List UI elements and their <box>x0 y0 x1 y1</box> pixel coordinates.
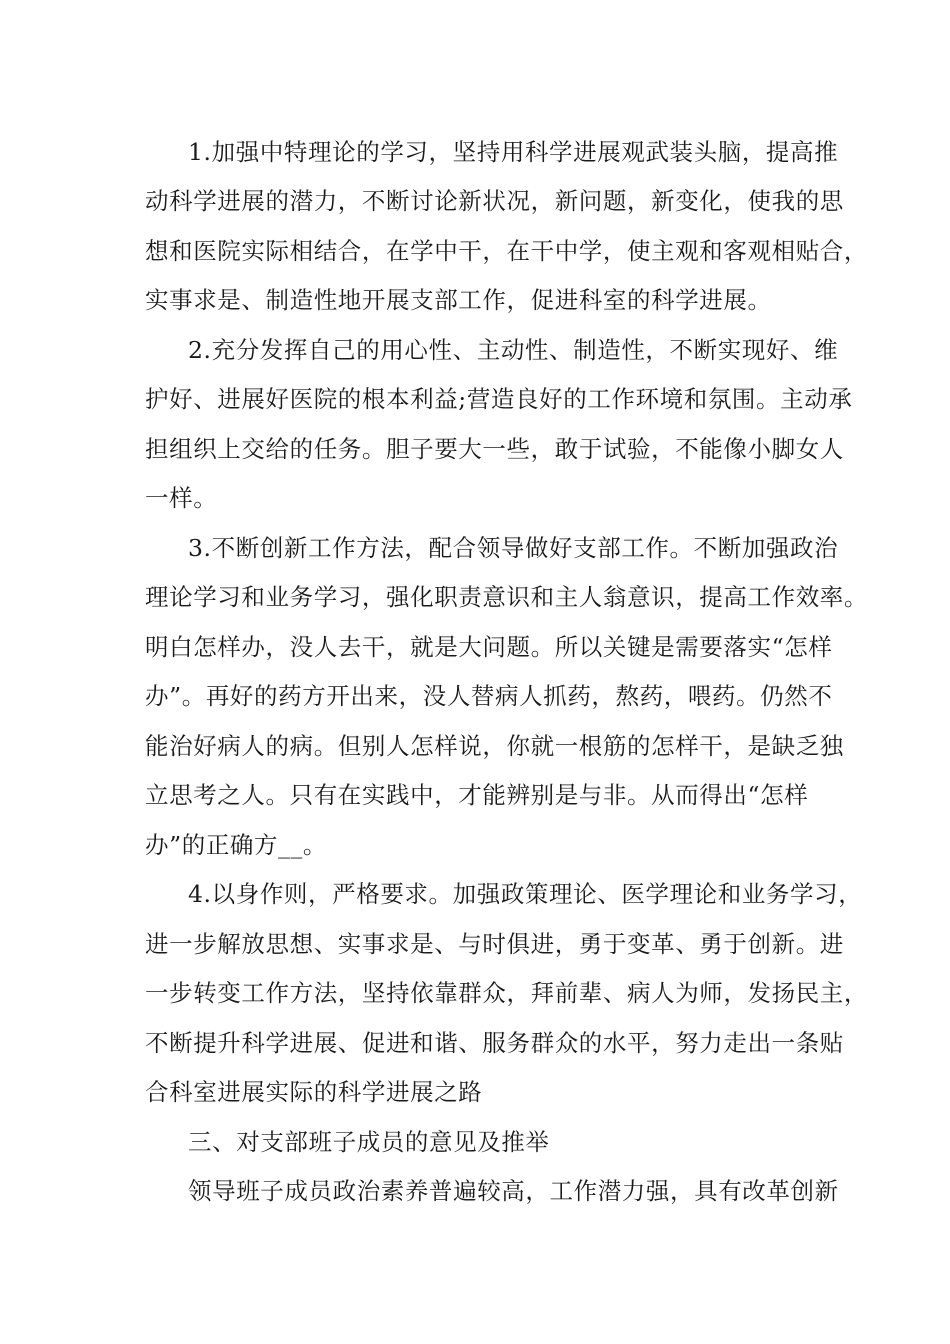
text-line: 3.不断创新工作方法，配合领导做好支部工作。不断加强政治 <box>188 534 839 562</box>
text-line: 办”的正确方__。 <box>145 831 327 859</box>
text-line: 2.充分发挥自己的用心性、主动性、制造性，不断实现好、维 <box>188 336 839 364</box>
text-line: 担组织上交给的任务。胆子要大一些，敢于试验，不能像小脚女人 <box>145 435 844 463</box>
text-line: 护好、进展好医院的根本利益;营造良好的工作环境和氛围。主动承 <box>145 385 853 413</box>
text-line: 明白怎样办，没人去干，就是大问题。所以关键是需要落实“怎样 <box>145 633 833 661</box>
text-line: 动科学进展的潜力，不断讨论新状况，新问题，新变化，使我的思 <box>145 187 844 215</box>
text-line: 理论学习和业务学习，强化职责意识和主人翁意识，提高工作效率。 <box>145 583 868 611</box>
text-line: 办”。再好的药方开出来，没人替病人抓药，熬药，喂药。仍然不 <box>145 682 833 710</box>
text-line: 能治好病人的病。但别人怎样说，你就一根筋的怎样干，是缺乏独 <box>145 732 844 760</box>
section-heading: 三、对支部班子成员的意见及推举 <box>188 1128 550 1156</box>
text-line: 不断提升科学进展、促进和谐、服务群众的水平，努力走出一条贴 <box>145 1029 844 1057</box>
text-line: 立思考之人。只有在实践中，才能辨别是与非。从而得出“怎样 <box>145 781 809 809</box>
text-line: 一样。 <box>145 484 218 512</box>
text-line: 想和医院实际相结合，在学中干，在干中学，使主观和客观相贴合， <box>145 237 868 265</box>
text-line: 进一步解放思想、实事求是、与时俱进，勇于变革、勇于创新。进 <box>145 930 844 958</box>
text-line: 4.以身作则，严格要求。加强政策理论、医学理论和业务学习， <box>188 880 863 908</box>
text-line: 实事求是、制造性地开展支部工作，促进科室的科学进展。 <box>145 286 772 314</box>
text-line: 合科室进展实际的科学进展之路 <box>145 1078 483 1106</box>
text-line: 领导班子成员政治素养普遍较高，工作潜力强，具有改革创新 <box>188 1177 839 1205</box>
text-line: 1.加强中特理论的学习，坚持用科学进展观武装头脑，提高推 <box>188 138 839 166</box>
text-line: 一步转变工作方法，坚持依靠群众，拜前辈、病人为师，发扬民主， <box>145 979 868 1007</box>
